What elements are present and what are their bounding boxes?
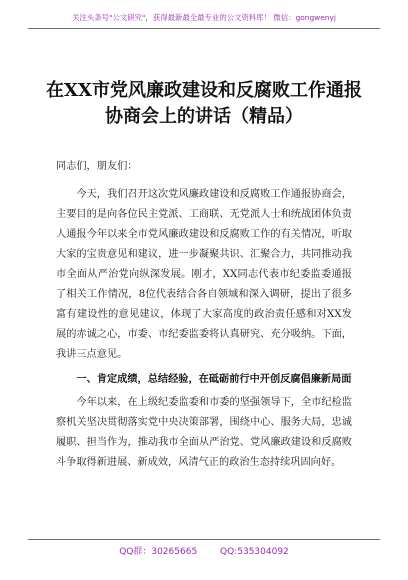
document-body xyxy=(56,157,352,473)
page-footer xyxy=(28,539,380,557)
document-title xyxy=(28,78,380,130)
salutation: 同志们，朋友们： xyxy=(56,161,138,172)
paragraph-section-1: 今年以来，在上级纪委监委和市委的坚强领导下，全市纪检监察机关坚决贯彻落实党中央决策部署，围绕中心、服务大局，忠诚履职、担当作为，推动我市全面从严治党、党风廉政建设和反腐败斗争取得新进展、新成效，风清气正的政治生态持续巩固向好。 xyxy=(56,397,352,468)
footer-qq-group: QQ群：30265665 xyxy=(119,547,198,557)
section-heading-1: 一、肯定成绩，总结经验，在砥砺前行中开创反腐倡廉新局面 xyxy=(76,373,352,385)
title-line-1: 在XX市党风廉政建设和反腐败工作通报 xyxy=(46,80,362,101)
title-line-2: 协商会上的讲话（精品） xyxy=(105,106,303,127)
page-header-banner: 关注头条号"公文研究"，获得最新最全最专业的公文资料库！ 微信：gongwenyj xyxy=(28,12,380,29)
footer-qq-number: QQ:535304092 xyxy=(220,547,289,557)
paragraph-intro: 今天，我们召开这次党风廉政建设和反腐败工作通报协商会，主要目的是向各位民主党派、工商联、无党派人士和统战团体负责人通报今年以来全市党风廉政建设和反腐败工作的有关情况，听取大家的宝贵意见和建议，进一步凝聚共识、汇聚合力，共同推动我市全面从严治党向纵深发展。刚才，XX同志代表市纪委监委通报了相关工作情况，8位代表结合各自领域和深入调研，提出了很多富有建设性的意见建议，体现了大家高度的政治责任感和对XX发展的赤诚之心，市委、市纪委监委将认真研究、充分吸纳。下面，我讲三点意见。 xyxy=(56,189,352,360)
